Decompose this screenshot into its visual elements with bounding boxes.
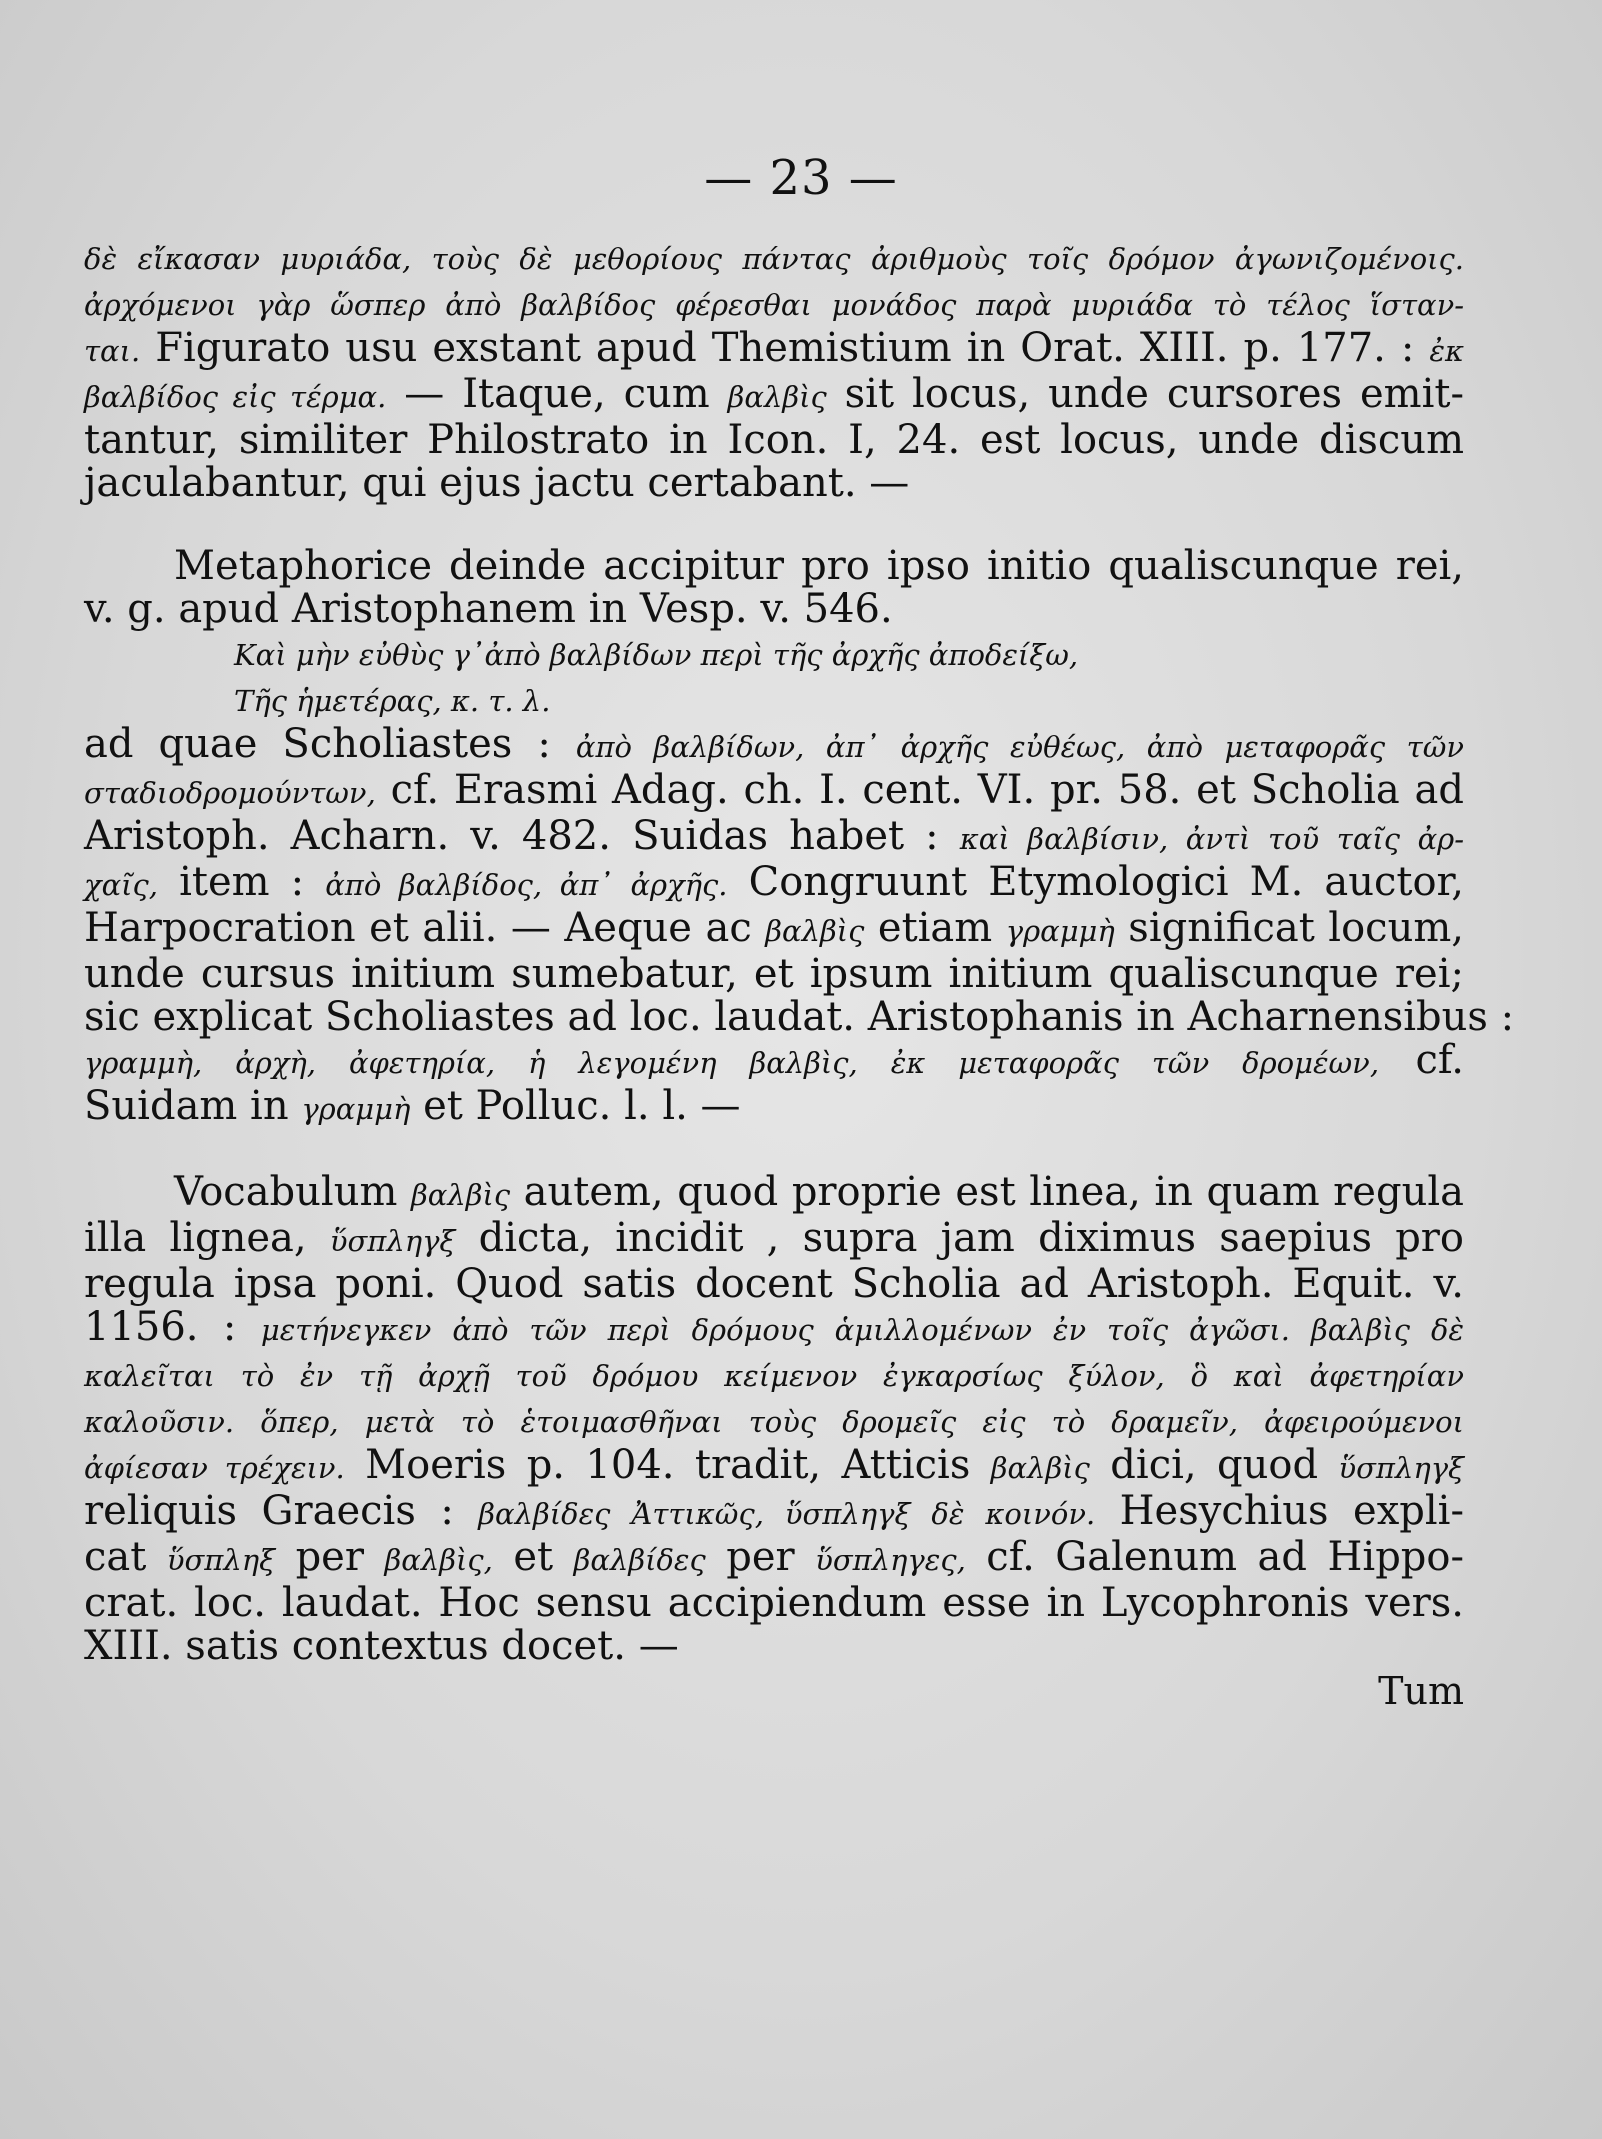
latin-text: etiam: [864, 905, 1006, 951]
greek-text: καλοῦσιν. ὅπερ, μετὰ τὸ ἑτοιμασθῆναι τοὺς δρομεῖς εἰς τὸ δραμεῖν, ἀφειρούμενοι: [84, 1405, 1464, 1439]
greek-text: ὕσπληγξ: [329, 1224, 456, 1258]
text-line: [84, 419, 1464, 462]
latin-text: sic explicat Scholiastes ad loc. laudat. Aristophanis in Acharnensibus :: [84, 994, 1515, 1040]
latin-text: Figurato usu exstant apud Themistium in Orat. XIII. p. 177. :: [140, 325, 1430, 371]
greek-text: βαλβὶς,: [384, 1543, 493, 1577]
latin-text: cf. Galenum ad Hippo-: [965, 1534, 1464, 1580]
text-line: [84, 815, 1464, 861]
text-line: [84, 373, 1464, 419]
latin-text: Suidam in: [84, 1083, 302, 1129]
latin-text: per: [705, 1534, 816, 1580]
greek-text: ἀπὸ βαλβίδων, ἀπ᾽ ἀρχῆς εὐθέως, ἀπὸ μεταφορᾶς τῶν: [575, 730, 1464, 764]
latin-text: illa lignea,: [84, 1215, 330, 1261]
latin-text: Hesychius expli-: [1095, 1488, 1464, 1534]
text-line: [84, 545, 1464, 588]
latin-text: jaculabantur, qui ejus jactu certabant. —: [84, 460, 910, 506]
text-line: [84, 1490, 1464, 1536]
latin-text: Vocabulum: [174, 1169, 411, 1215]
greek-text: Τῆς ἡμετέρας, κ. τ. λ.: [234, 684, 551, 718]
latin-text: tantur, similiter Philostrato in Icon. I, 24. est locus, unde discum: [84, 417, 1464, 463]
latin-text: unde cursus initium sumebatur, et ipsum initium qualiscunque rei;: [84, 951, 1464, 997]
latin-text: autem, quod proprie est linea, in quam regula: [510, 1169, 1464, 1215]
text-line: [84, 1039, 1464, 1085]
page-text: [84, 235, 1515, 1713]
latin-text: Harpocration et alii. — Aeque ac: [84, 905, 766, 951]
text-line: [84, 588, 1464, 631]
latin-text: — Itaque, cum: [386, 371, 728, 417]
greek-text: βαλβίδες: [573, 1543, 706, 1577]
greek-text: χαῖς,: [84, 868, 158, 902]
text-line: [84, 769, 1464, 815]
text-line: [84, 327, 1464, 373]
greek-text: ὕσπληξ: [166, 1543, 276, 1577]
text-line: [84, 677, 1464, 723]
page-number: — 23 —: [704, 150, 898, 206]
text-line: [84, 462, 1464, 505]
text-line: [84, 1582, 1464, 1625]
greek-text: βαλβὶς: [410, 1178, 511, 1212]
latin-text: dicta, incidit , supra jam diximus saepius pro: [455, 1215, 1465, 1261]
greek-text: μετήνεγκεν ἀπὸ τῶν περὶ δρόμους ἁμιλλομένων ἐν τοῖς ἀγῶσι. βαλβὶς δὲ: [260, 1313, 1464, 1347]
latin-text: et Polluc. l. l. —: [410, 1083, 741, 1129]
greek-text: καλεῖται τὸ ἐν τῇ ἀρχῇ τοῦ δρόμου κείμενον ἐγκαρσίως ξύλον, ὃ καὶ ἀφετηρίαν: [84, 1359, 1464, 1393]
text-line: [84, 1444, 1464, 1490]
greek-text: ὕσπληγξ: [1338, 1451, 1465, 1485]
latin-text: cat: [84, 1534, 167, 1580]
greek-text: γραμμὴ: [301, 1092, 411, 1126]
greek-text: βαλβίδες Ἀττικῶς, ὕσπληγξ δὲ κοινόν.: [478, 1497, 1096, 1531]
greek-text: γραμμὴ, ἀρχὴ, ἀφετηρία, ἡ λεγομένη βαλβὶς, ἐκ μεταφορᾶς τῶν δρομέων,: [84, 1046, 1380, 1080]
greek-text: ὕσπληγες,: [815, 1543, 966, 1577]
text-line: [84, 1625, 1464, 1668]
text-line: [84, 723, 1464, 769]
latin-text: reliquis Graecis :: [84, 1488, 479, 1534]
latin-text: item :: [158, 859, 326, 905]
greek-text: καὶ βαλβίσιν, ἀντὶ τοῦ ταῖς ἀρ-: [959, 822, 1465, 856]
greek-text: ἀπὸ βαλβίδος, ἀπ᾽ ἀρχῆς.: [325, 868, 728, 902]
latin-text: Metaphorice deinde accipitur pro ipso initio qualiscunque rei,: [174, 543, 1464, 589]
text-line: [84, 953, 1464, 996]
latin-text: XIII. satis contextus docet. —: [84, 1623, 679, 1669]
greek-text: βαλβὶς: [990, 1451, 1090, 1485]
greek-text: ἐκ: [1429, 334, 1464, 368]
text-line: [84, 861, 1464, 907]
latin-text: Aristoph. Acharn. v. 482. Suidas habet :: [84, 813, 960, 859]
latin-text: significat locum,: [1114, 905, 1464, 951]
greek-text: βαλβίδος εἰς τέρμα.: [84, 380, 387, 414]
text-line: [84, 1263, 1464, 1306]
text-line: [84, 994, 1515, 1040]
text-line: [84, 1085, 1464, 1131]
latin-text: v. g. apud Aristophanem in Vesp. v. 546.: [84, 586, 893, 632]
latin-text: dici, quod: [1089, 1442, 1339, 1488]
text-line: [84, 631, 1464, 677]
text-line: [84, 1171, 1464, 1217]
latin-text: cf.: [1379, 1037, 1464, 1083]
greek-text: βαλβὶς: [727, 380, 827, 414]
text-line: [84, 907, 1464, 953]
text-line: [84, 281, 1464, 327]
latin-text: ad quae Scholiastes :: [84, 721, 576, 767]
latin-text: per: [275, 1534, 385, 1580]
greek-text: γραμμὴ: [1005, 914, 1115, 948]
latin-text: regula ipsa poni. Quod satis docent Scholia ad Aristoph. Equit. v.: [84, 1261, 1464, 1307]
greek-text: ται.: [84, 334, 141, 368]
text-line: [84, 1536, 1464, 1582]
latin-text: 1156. :: [84, 1304, 261, 1350]
greek-text: δὲ εἴκασαν μυριάδα, τοὺς δὲ μεθορίους πάντας ἀριθμοὺς τοῖς δρόμον ἀγωνιζομένοις.: [84, 242, 1464, 276]
text-line: [84, 1352, 1464, 1398]
greek-text: σταδιοδρομούντων,: [84, 776, 376, 810]
latin-text: sit locus, unde cursores emit-: [826, 371, 1464, 417]
latin-text: cf. Erasmi Adag. ch. I. cent. VI. pr. 58. et Scholia ad: [375, 767, 1464, 813]
greek-text: ἀφίεσαν τρέχειν.: [84, 1451, 345, 1485]
latin-text: Congruunt Etymologici M. auctor,: [727, 859, 1465, 905]
latin-text: et: [492, 1534, 574, 1580]
greek-text: Καὶ μὴν εὐθὺς γ᾽ἀπὸ βαλβίδων περὶ τῆς ἀρχῆς ἀποδείξω,: [234, 638, 1079, 672]
text-line: [84, 1306, 1464, 1352]
greek-text: βαλβὶς: [765, 914, 865, 948]
text-line: [84, 1217, 1464, 1263]
text-line: [84, 235, 1464, 281]
greek-text: ἀρχόμενοι γὰρ ὥσπερ ἀπὸ βαλβίδος φέρεσθαι μονάδος παρὰ μυριάδα τὸ τέλος ἵσταν-: [84, 288, 1464, 322]
catchword: Tum: [1378, 1669, 1464, 1713]
latin-text: crat. loc. laudat. Hoc sensu accipiendum esse in Lycophronis vers.: [84, 1580, 1464, 1626]
text-line: [84, 1398, 1464, 1444]
latin-text: Moeris p. 104. tradit, Atticis: [344, 1442, 991, 1488]
